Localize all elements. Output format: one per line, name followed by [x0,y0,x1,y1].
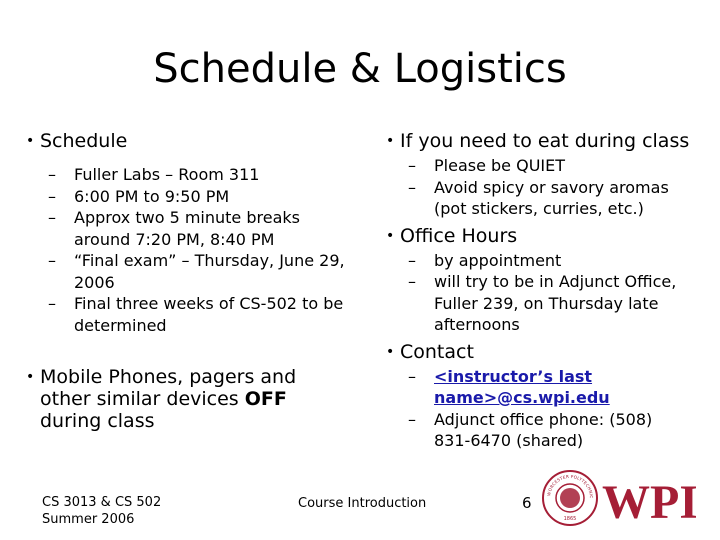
contact-heading: Contact [400,340,474,363]
eat-item: – Avoid spicy or savory aromas (pot stickers, curries, etc.) [408,177,669,218]
schedule-item: – “Final exam” – Thursday, June 29, 2006 [48,251,345,292]
office-hours-heading: Office Hours [400,224,518,247]
contact-item: – Adjunct office phone: (508) 831-6470 (shared) [408,409,653,450]
contact-list [360,366,700,452]
office-hours-item: – will try to be in Adjunct Office, Fuller 239, on Thursday late afternoons [408,272,677,334]
schedule-list [0,164,360,336]
off-emphasis: OFF [244,388,287,410]
schedule-heading: Schedule [40,130,128,152]
office-hours-bullet [360,225,700,247]
svg-text:WORCESTER POLYTECHNIC INSTITUT: WORCESTER POLYTECHNIC [546,473,595,499]
footer-course-info: CS 3013 & CS 502 Summer 2006 [42,495,162,527]
right-column [360,130,700,452]
wpi-seal-icon [540,468,597,525]
schedule-item: – Approx two 5 minute breaks around 7:20 PM, 8:40 PM [48,208,300,249]
bullet-dot: • [386,343,395,360]
wpi-wordmark: WPI [602,476,696,528]
schedule-item: – 6:00 PM to 9:50 PM [48,186,230,206]
eat-list [360,155,700,220]
footer-center-text: Course Introduction [298,496,427,511]
bullet-dot: • [386,133,395,149]
mobile-bullet: • Mobile Phones, pagers and other similar devices OFF during class [26,366,297,432]
office-hours-list [360,250,700,336]
wpi-logo [540,468,696,528]
left-column [0,130,360,432]
eat-bullet [360,130,700,152]
contact-bullet [360,341,700,363]
schedule-item: – Final three weeks of CS-502 to be determined [48,294,344,335]
wpi-logo-graphic [540,468,696,528]
schedule-bullet [0,130,360,152]
schedule-item: – Fuller Labs – Room 311 [48,165,260,184]
bullet-dot: • [26,369,35,385]
page-number: 6 [522,494,532,512]
eat-item: – Please be QUIET [408,156,565,175]
svg-text:1865: 1865 [563,516,577,522]
slide-title: Schedule & Logistics [153,46,567,92]
bullet-dot: • [26,133,35,149]
bullet-dot: • [386,227,395,244]
email-link[interactable]: <instructor’s last name>@cs.wpi.edu [434,366,610,407]
contact-item: – <instructor’s last name>@cs.wpi.edu [408,366,610,407]
office-hours-item: – by appointment [408,250,562,270]
eat-heading: If you need to eat during class [400,130,690,152]
